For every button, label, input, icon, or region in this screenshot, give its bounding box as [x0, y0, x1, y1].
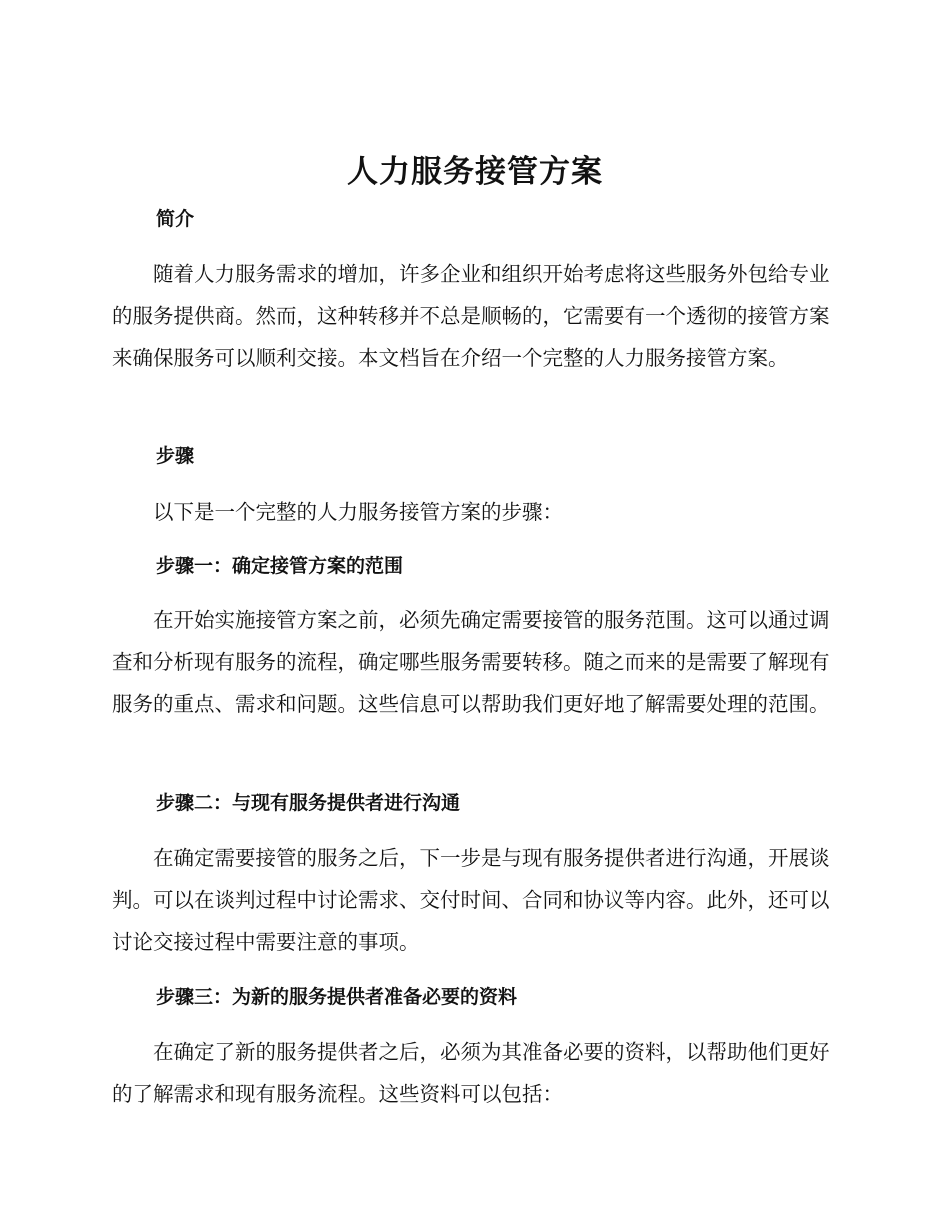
document-title: 人力服务接管方案: [347, 154, 603, 190]
step2-heading: 步骤二：与现有服务提供者进行沟通: [156, 792, 461, 814]
step2-paragraph: 在确定需要接管的服务之后，下一步是与现有服务提供者进行沟通，开展谈判。可以在谈判过程中讨论需求、交付时间、合同和协议等内容。此外，还可以讨论交接过程中需要注意的事项。: [112, 846, 830, 954]
steps-intro-paragraph: 以下是一个完整的人力服务接管方案的步骤：: [153, 500, 563, 524]
step1-paragraph: 在开始实施接管方案之前，必须先确定需要接管的服务范围。这可以通过调查和分析现有服务的流程，确定哪些服务需要转移。随之而来的是需要了解现有服务的重点、需求和问题。这些信息可以帮助我们更好地了解需要处理的范围。: [112, 608, 830, 716]
intro-paragraph: 随着人力服务需求的增加，许多企业和组织开始考虑将这些服务外包给专业的服务提供商。然而，这种转移并不总是顺畅的，它需要有一个透彻的接管方案来确保服务可以顺利交接。本文档旨在介绍一个完整的人力服务接管方案。: [112, 262, 830, 370]
section-heading-steps: 步骤: [156, 445, 195, 467]
section-heading-intro: 简介: [156, 208, 195, 230]
step3-paragraph: 在确定了新的服务提供者之后，必须为其准备必要的资料，以帮助他们更好的了解需求和现有服务流程。这些资料可以包括：: [112, 1040, 830, 1106]
step3-heading: 步骤三：为新的服务提供者准备必要的资料: [156, 986, 518, 1008]
step1-heading: 步骤一：确定接管方案的范围: [156, 555, 404, 577]
